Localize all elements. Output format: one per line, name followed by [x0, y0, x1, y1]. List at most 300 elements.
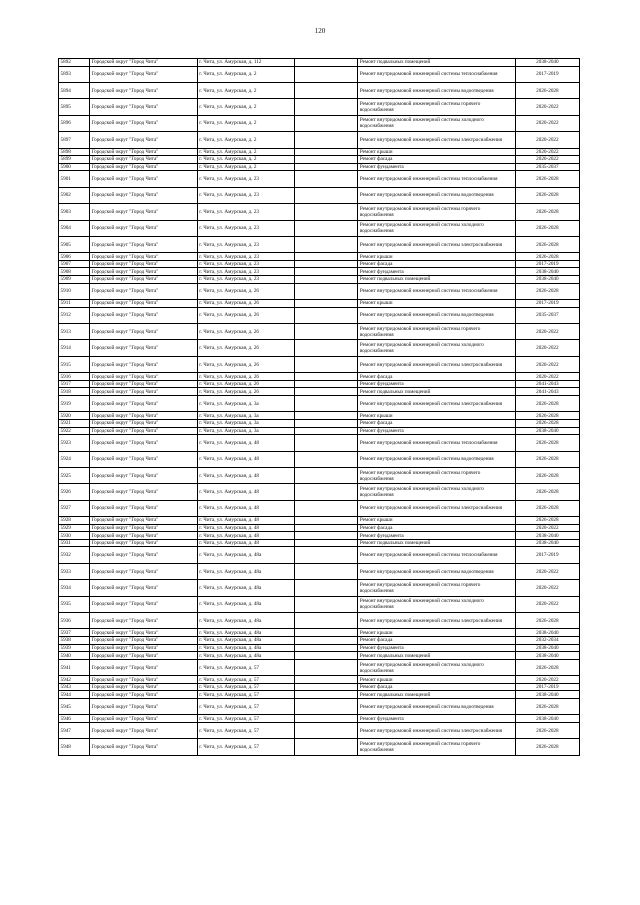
work-type-cell: Ремонт внутридомовой инженерной системы горячего водоснабжения — [358, 324, 515, 340]
empty-cell — [295, 253, 358, 261]
row-number: 5927 — [59, 500, 90, 516]
municipality-cell: Городской округ "Город Чита" — [90, 163, 198, 171]
table-row — [59, 580, 580, 596]
empty-cell — [295, 356, 358, 372]
period-cell: 2026-2028 — [515, 500, 579, 516]
period-cell: 2017-2019 — [515, 683, 579, 691]
work-type-cell: Ремонт внутридомовой инженерной системы холодного водоснабжения — [358, 659, 515, 675]
address-cell: г. Чита, ул. Амурская, д. 48 — [197, 467, 294, 483]
period-cell: 2026-2028 — [515, 517, 579, 525]
row-number: 5938 — [59, 637, 90, 645]
address-cell: г. Чита, ул. Амурская, д. 2 — [197, 148, 294, 156]
empty-cell — [295, 739, 358, 755]
address-cell: г. Чита, ул. Амурская, д. 57 — [197, 676, 294, 684]
address-cell: г. Чита, ул. Амурская, д. 48 — [197, 517, 294, 525]
table-row — [59, 395, 580, 411]
municipality-cell: Городской округ "Город Чита" — [90, 276, 198, 284]
work-type-cell: Ремонт крыши — [358, 253, 515, 261]
table-row — [59, 451, 580, 467]
empty-cell — [295, 563, 358, 579]
row-number: 5904 — [59, 220, 90, 236]
row-number: 5941 — [59, 659, 90, 675]
empty-cell — [295, 532, 358, 540]
empty-cell — [295, 715, 358, 723]
period-cell: 2038-2040 — [515, 59, 579, 67]
municipality-cell: Городской округ "Город Чита" — [90, 307, 198, 323]
municipality-cell: Городской округ "Город Чита" — [90, 500, 198, 516]
municipality-cell: Городской округ "Город Чита" — [90, 484, 198, 500]
period-cell: 2035-2037 — [515, 163, 579, 171]
period-cell: 2026-2028 — [515, 171, 579, 187]
empty-cell — [295, 547, 358, 563]
empty-cell — [295, 637, 358, 645]
municipality-cell: Городской округ "Город Чита" — [90, 580, 198, 596]
table-row — [59, 427, 580, 435]
period-cell: 2035-2037 — [515, 307, 579, 323]
period-cell: 2026-2028 — [515, 204, 579, 220]
period-cell: 2020-2022 — [515, 132, 579, 148]
table-row — [59, 652, 580, 660]
empty-cell — [295, 676, 358, 684]
work-type-cell: Ремонт внутридомовой инженерной системы холодного водоснабжения — [358, 220, 515, 236]
table-row — [59, 187, 580, 203]
empty-cell — [295, 722, 358, 738]
period-cell: 2020-2022 — [515, 373, 579, 381]
municipality-cell: Городской округ "Город Чита" — [90, 467, 198, 483]
empty-cell — [295, 156, 358, 164]
address-cell: г. Чита, ул. Амурская, д. 3а — [197, 395, 294, 411]
period-cell: 2038-2040 — [515, 691, 579, 699]
empty-cell — [295, 435, 358, 451]
municipality-cell: Городской округ "Город Чита" — [90, 715, 198, 723]
row-number: 5908 — [59, 268, 90, 276]
row-number: 5893 — [59, 66, 90, 82]
table-row — [59, 715, 580, 723]
municipality-cell: Городской округ "Город Чита" — [90, 268, 198, 276]
address-cell: г. Чита, ул. Амурская, д. 23 — [197, 187, 294, 203]
row-number: 5920 — [59, 412, 90, 420]
table-row — [59, 59, 580, 67]
municipality-cell: Городской округ "Город Чита" — [90, 171, 198, 187]
municipality-cell: Городской округ "Город Чита" — [90, 644, 198, 652]
address-cell: г. Чита, ул. Амурская, д. 23 — [197, 268, 294, 276]
municipality-cell: Городской округ "Город Чита" — [90, 539, 198, 547]
municipality-cell: Городской округ "Город Чита" — [90, 283, 198, 299]
empty-cell — [295, 163, 358, 171]
period-cell: 2017-2019 — [515, 547, 579, 563]
address-cell: г. Чита, ул. Амурская, д. 57 — [197, 715, 294, 723]
row-number: 5919 — [59, 395, 90, 411]
table-row — [59, 115, 580, 131]
row-number: 5918 — [59, 388, 90, 396]
address-cell: г. Чита, ул. Амурская, д. 23 — [197, 220, 294, 236]
row-number: 5930 — [59, 532, 90, 540]
municipality-cell: Городской округ "Город Чита" — [90, 220, 198, 236]
address-cell: г. Чита, ул. Амурская, д. 2 — [197, 132, 294, 148]
address-cell: г. Чита, ул. Амурская, д. 48а — [197, 580, 294, 596]
address-cell: г. Чита, ул. Амурская, д. 26 — [197, 340, 294, 356]
period-cell: 2026-2028 — [515, 484, 579, 500]
table-row — [59, 99, 580, 115]
work-type-cell: Ремонт внутридомовой инженерной системы холодного водоснабжения — [358, 484, 515, 500]
period-cell: 2026-2028 — [515, 613, 579, 629]
empty-cell — [295, 148, 358, 156]
address-cell: г. Чита, ул. Амурская, д. 2 — [197, 99, 294, 115]
period-cell: 2038-2040 — [515, 652, 579, 660]
row-number: 5921 — [59, 419, 90, 427]
municipality-cell: Городской округ "Город Чита" — [90, 260, 198, 268]
municipality-cell: Городской округ "Город Чита" — [90, 629, 198, 637]
work-type-cell: Ремонт внутридомовой инженерной системы водоотведения — [358, 451, 515, 467]
period-cell: 2020-2022 — [515, 580, 579, 596]
address-cell: г. Чита, ул. Амурская, д. 23 — [197, 253, 294, 261]
work-type-cell: Ремонт подвальных помещений — [358, 652, 515, 660]
work-type-cell: Ремонт фундамента — [358, 715, 515, 723]
address-cell: г. Чита, ул. Амурская, д. 48а — [197, 596, 294, 612]
table-row — [59, 283, 580, 299]
table-row — [59, 307, 580, 323]
address-cell: г. Чита, ул. Амурская, д. 2 — [197, 115, 294, 131]
period-cell: 2020-2022 — [515, 563, 579, 579]
work-type-cell: Ремонт внутридомовой инженерной системы теплоснабжения — [358, 435, 515, 451]
address-cell: г. Чита, ул. Амурская, д. 112 — [197, 59, 294, 67]
work-type-cell: Ремонт фасада — [358, 373, 515, 381]
work-type-cell: Ремонт внутридомовой инженерной системы холодного водоснабжения — [358, 596, 515, 612]
period-cell: 2026-2028 — [515, 419, 579, 427]
row-number: 5895 — [59, 99, 90, 115]
address-cell: г. Чита, ул. Амурская, д. 48а — [197, 644, 294, 652]
period-cell: 2026-2028 — [515, 698, 579, 714]
municipality-cell: Городской округ "Город Чита" — [90, 676, 198, 684]
row-number: 5931 — [59, 539, 90, 547]
municipality-cell: Городской округ "Город Чита" — [90, 596, 198, 612]
row-number: 5907 — [59, 260, 90, 268]
row-number: 5929 — [59, 524, 90, 532]
table-row — [59, 253, 580, 261]
work-type-cell: Ремонт внутридомовой инженерной системы водоотведения — [358, 187, 515, 203]
table-row — [59, 596, 580, 612]
municipality-cell: Городской округ "Город Чита" — [90, 388, 198, 396]
work-type-cell: Ремонт фасада — [358, 156, 515, 164]
table-row — [59, 739, 580, 755]
empty-cell — [295, 283, 358, 299]
work-type-cell: Ремонт подвальных помещений — [358, 539, 515, 547]
work-type-cell: Ремонт подвальных помещений — [358, 276, 515, 284]
row-number: 5906 — [59, 253, 90, 261]
municipality-cell: Городской округ "Город Чита" — [90, 532, 198, 540]
empty-cell — [295, 412, 358, 420]
table-row — [59, 435, 580, 451]
empty-cell — [295, 204, 358, 220]
table-row — [59, 148, 580, 156]
row-number: 5916 — [59, 373, 90, 381]
empty-cell — [295, 484, 358, 500]
municipality-cell: Городской округ "Город Чита" — [90, 563, 198, 579]
work-type-cell: Ремонт внутридомовой инженерной системы теплоснабжения — [358, 547, 515, 563]
work-type-cell: Ремонт крыши — [358, 676, 515, 684]
table-row — [59, 132, 580, 148]
empty-cell — [295, 419, 358, 427]
works-table — [58, 58, 580, 756]
row-number: 5924 — [59, 451, 90, 467]
table-row — [59, 412, 580, 420]
period-cell: 2020-2022 — [515, 148, 579, 156]
table-row — [59, 659, 580, 675]
work-type-cell: Ремонт внутридомовой инженерной системы водоотведения — [358, 82, 515, 98]
table-row — [59, 467, 580, 483]
table-row — [59, 547, 580, 563]
work-type-cell: Ремонт фундамента — [358, 380, 515, 388]
table-row — [59, 204, 580, 220]
row-number: 5914 — [59, 340, 90, 356]
empty-cell — [295, 82, 358, 98]
municipality-cell: Городской округ "Город Чита" — [90, 300, 198, 308]
row-number: 5910 — [59, 283, 90, 299]
row-number: 5945 — [59, 698, 90, 714]
municipality-cell: Городской округ "Город Чита" — [90, 356, 198, 372]
address-cell: г. Чита, ул. Амурская, д. 48 — [197, 524, 294, 532]
work-type-cell: Ремонт внутридомовой инженерной системы горячего водоснабжения — [358, 99, 515, 115]
empty-cell — [295, 260, 358, 268]
page-number: 120 — [314, 27, 326, 35]
address-cell: г. Чита, ул. Амурская, д. 48а — [197, 652, 294, 660]
row-number: 5912 — [59, 307, 90, 323]
municipality-cell: Городской округ "Город Чита" — [90, 395, 198, 411]
empty-cell — [295, 268, 358, 276]
table-row — [59, 340, 580, 356]
municipality-cell: Городской округ "Город Чита" — [90, 427, 198, 435]
table-row — [59, 66, 580, 82]
empty-cell — [295, 99, 358, 115]
empty-cell — [295, 115, 358, 131]
work-type-cell: Ремонт крыши — [358, 517, 515, 525]
municipality-cell: Городской округ "Город Чита" — [90, 204, 198, 220]
row-number: 5911 — [59, 300, 90, 308]
work-type-cell: Ремонт внутридомовой инженерной системы холодного водоснабжения — [358, 115, 515, 131]
period-cell: 2020-2022 — [515, 99, 579, 115]
municipality-cell: Городской округ "Город Чита" — [90, 236, 198, 252]
municipality-cell: Городской округ "Город Чита" — [90, 659, 198, 675]
work-type-cell: Ремонт фасада — [358, 260, 515, 268]
table-row — [59, 539, 580, 547]
period-cell: 2026-2028 — [515, 395, 579, 411]
municipality-cell: Городской округ "Город Чита" — [90, 613, 198, 629]
row-number: 5947 — [59, 722, 90, 738]
table-row — [59, 419, 580, 427]
table-row — [59, 300, 580, 308]
period-cell: 2026-2028 — [515, 283, 579, 299]
row-number: 5917 — [59, 380, 90, 388]
work-type-cell: Ремонт фундамента — [358, 644, 515, 652]
address-cell: г. Чита, ул. Амурская, д. 48 — [197, 484, 294, 500]
period-cell: 2038-2040 — [515, 715, 579, 723]
address-cell: г. Чита, ул. Амурская, д. 48а — [197, 629, 294, 637]
empty-cell — [295, 659, 358, 675]
municipality-cell: Городской округ "Город Чита" — [90, 722, 198, 738]
empty-cell — [295, 427, 358, 435]
row-number: 5944 — [59, 691, 90, 699]
municipality-cell: Городской округ "Город Чита" — [90, 187, 198, 203]
municipality-cell: Городской округ "Город Чита" — [90, 451, 198, 467]
empty-cell — [295, 395, 358, 411]
period-cell: 2017-2019 — [515, 260, 579, 268]
empty-cell — [295, 59, 358, 67]
work-type-cell: Ремонт внутридомовой инженерной системы электроснабжения — [358, 500, 515, 516]
municipality-cell: Городской округ "Город Чита" — [90, 698, 198, 714]
work-type-cell: Ремонт внутридомовой инженерной системы теплоснабжения — [358, 283, 515, 299]
address-cell: г. Чита, ул. Амурская, д. 26 — [197, 283, 294, 299]
table-row — [59, 532, 580, 540]
table-row — [59, 629, 580, 637]
empty-cell — [295, 300, 358, 308]
address-cell: г. Чита, ул. Амурская, д. 57 — [197, 691, 294, 699]
work-type-cell: Ремонт фасада — [358, 524, 515, 532]
period-cell: 2026-2028 — [515, 659, 579, 675]
municipality-cell: Городской округ "Город Чита" — [90, 412, 198, 420]
row-number: 5934 — [59, 580, 90, 596]
empty-cell — [295, 132, 358, 148]
row-number: 5940 — [59, 652, 90, 660]
municipality-cell: Городской округ "Город Чита" — [90, 340, 198, 356]
municipality-cell: Городской округ "Город Чита" — [90, 253, 198, 261]
work-type-cell: Ремонт фасада — [358, 419, 515, 427]
table-row — [59, 388, 580, 396]
empty-cell — [295, 388, 358, 396]
empty-cell — [295, 187, 358, 203]
row-number: 5948 — [59, 739, 90, 755]
address-cell: г. Чита, ул. Амурская, д. 2 — [197, 163, 294, 171]
works-table-container — [58, 58, 580, 756]
empty-cell — [295, 683, 358, 691]
work-type-cell: Ремонт внутридомовой инженерной системы электроснабжения — [358, 395, 515, 411]
empty-cell — [295, 524, 358, 532]
empty-cell — [295, 307, 358, 323]
empty-cell — [295, 276, 358, 284]
table-row — [59, 524, 580, 532]
row-number: 5936 — [59, 613, 90, 629]
address-cell: г. Чита, ул. Амурская, д. 48 — [197, 451, 294, 467]
address-cell: г. Чита, ул. Амурская, д. 3а — [197, 412, 294, 420]
municipality-cell: Городской округ "Город Чита" — [90, 99, 198, 115]
table-row — [59, 683, 580, 691]
address-cell: г. Чита, ул. Амурская, д. 48а — [197, 563, 294, 579]
period-cell: 2026-2028 — [515, 435, 579, 451]
work-type-cell: Ремонт внутридомовой инженерной системы электроснабжения — [358, 613, 515, 629]
period-cell: 2017-2019 — [515, 66, 579, 82]
municipality-cell: Городской округ "Город Чита" — [90, 82, 198, 98]
row-number: 5923 — [59, 435, 90, 451]
address-cell: г. Чита, ул. Амурская, д. 48а — [197, 547, 294, 563]
work-type-cell: Ремонт подвальных помещений — [358, 59, 515, 67]
municipality-cell: Городской округ "Город Чита" — [90, 637, 198, 645]
row-number: 5937 — [59, 629, 90, 637]
row-number: 5894 — [59, 82, 90, 98]
address-cell: г. Чита, ул. Амурская, д. 48а — [197, 613, 294, 629]
empty-cell — [295, 613, 358, 629]
empty-cell — [295, 66, 358, 82]
period-cell: 2038-2040 — [515, 644, 579, 652]
work-type-cell: Ремонт фасада — [358, 637, 515, 645]
work-type-cell: Ремонт внутридомовой инженерной системы электроснабжения — [358, 722, 515, 738]
municipality-cell: Городской округ "Город Чита" — [90, 517, 198, 525]
period-cell: 2041-2043 — [515, 380, 579, 388]
address-cell: г. Чита, ул. Амурская, д. 48а — [197, 637, 294, 645]
address-cell: г. Чита, ул. Амурская, д. 57 — [197, 722, 294, 738]
address-cell: г. Чита, ул. Амурская, д. 48 — [197, 435, 294, 451]
address-cell: г. Чита, ул. Амурская, д. 23 — [197, 204, 294, 220]
row-number: 5926 — [59, 484, 90, 500]
row-number: 5896 — [59, 115, 90, 131]
address-cell: г. Чита, ул. Амурская, д. 26 — [197, 307, 294, 323]
row-number: 5922 — [59, 427, 90, 435]
row-number: 5913 — [59, 324, 90, 340]
row-number: 5943 — [59, 683, 90, 691]
empty-cell — [295, 644, 358, 652]
row-number: 5898 — [59, 148, 90, 156]
address-cell: г. Чита, ул. Амурская, д. 26 — [197, 373, 294, 381]
work-type-cell: Ремонт внутридомовой инженерной системы водоотведения — [358, 698, 515, 714]
table-row — [59, 82, 580, 98]
period-cell: 2020-2022 — [515, 524, 579, 532]
period-cell: 2020-2022 — [515, 596, 579, 612]
work-type-cell: Ремонт внутридомовой инженерной системы водоотведения — [358, 307, 515, 323]
period-cell: 2026-2028 — [515, 253, 579, 261]
row-number: 5946 — [59, 715, 90, 723]
row-number: 5897 — [59, 132, 90, 148]
table-row — [59, 276, 580, 284]
address-cell: г. Чита, ул. Амурская, д. 23 — [197, 171, 294, 187]
address-cell: г. Чита, ул. Амурская, д. 26 — [197, 324, 294, 340]
work-type-cell: Ремонт подвальных помещений — [358, 388, 515, 396]
period-cell: 2038-2040 — [515, 629, 579, 637]
empty-cell — [295, 340, 358, 356]
municipality-cell: Городской округ "Город Чита" — [90, 66, 198, 82]
empty-cell — [295, 236, 358, 252]
empty-cell — [295, 517, 358, 525]
row-number: 5892 — [59, 59, 90, 67]
works-table-body — [59, 59, 580, 756]
table-row — [59, 676, 580, 684]
address-cell: г. Чита, ул. Амурская, д. 2 — [197, 66, 294, 82]
empty-cell — [295, 324, 358, 340]
address-cell: г. Чита, ул. Амурская, д. 48 — [197, 500, 294, 516]
period-cell: 2032-2034 — [515, 637, 579, 645]
municipality-cell: Городской округ "Город Чита" — [90, 419, 198, 427]
period-cell: 2020-2022 — [515, 356, 579, 372]
address-cell: г. Чита, ул. Амурская, д. 57 — [197, 739, 294, 755]
municipality-cell: Городской округ "Город Чита" — [90, 380, 198, 388]
table-row — [59, 373, 580, 381]
work-type-cell: Ремонт внутридомовой инженерной системы горячего водоснабжения — [358, 580, 515, 596]
work-type-cell: Ремонт фундамента — [358, 532, 515, 540]
table-row — [59, 484, 580, 500]
period-cell: 2020-2022 — [515, 156, 579, 164]
period-cell: 2038-2040 — [515, 276, 579, 284]
empty-cell — [295, 220, 358, 236]
row-number: 5935 — [59, 596, 90, 612]
municipality-cell: Городской округ "Город Чита" — [90, 148, 198, 156]
empty-cell — [295, 698, 358, 714]
work-type-cell: Ремонт внутридомовой инженерной системы электроснабжения — [358, 132, 515, 148]
municipality-cell: Городской округ "Город Чита" — [90, 652, 198, 660]
table-row — [59, 644, 580, 652]
row-number: 5901 — [59, 171, 90, 187]
municipality-cell: Городской округ "Город Чита" — [90, 324, 198, 340]
empty-cell — [295, 629, 358, 637]
address-cell: г. Чита, ул. Амурская, д. 26 — [197, 300, 294, 308]
work-type-cell: Ремонт фундамента — [358, 268, 515, 276]
work-type-cell: Ремонт внутридомовой инженерной системы теплоснабжения — [358, 66, 515, 82]
